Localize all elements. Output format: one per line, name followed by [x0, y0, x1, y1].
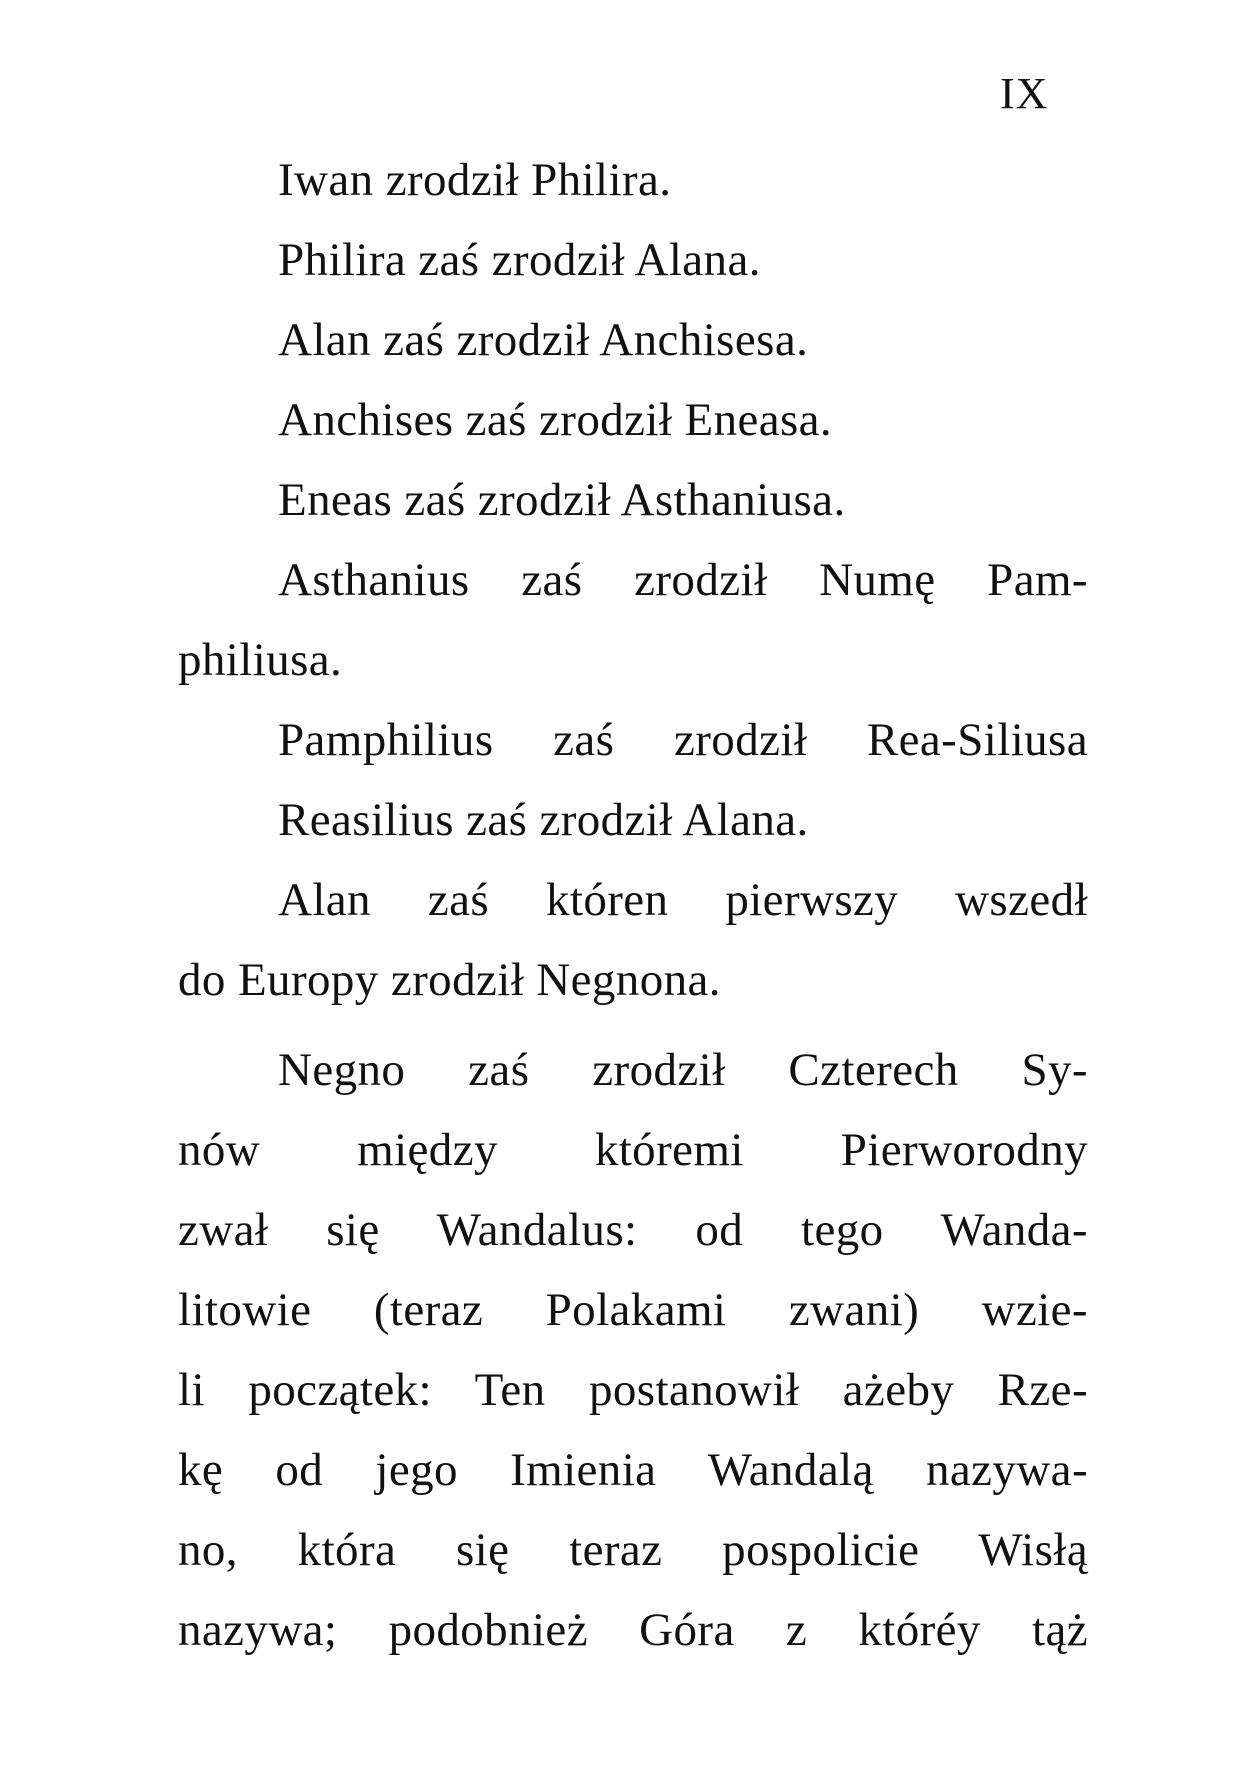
- text-line: do Europy zrodził Negnona.: [178, 954, 721, 1006]
- text-line: Alan zaś zrodził Anchisesa.: [278, 314, 809, 366]
- text-line: Reasilius zaś zrodził Alana.: [278, 794, 809, 846]
- text-line: Philira zaś zrodził Alana.: [278, 234, 761, 286]
- text-line: nów między któremi Pierworodny: [178, 1124, 1088, 1176]
- genealogy-section: [178, 140, 1088, 1020]
- text-line: Asthanius zaś zrodził Numę Pam-: [278, 554, 1088, 606]
- text-line: zwał się Wandalus: od tego Wanda-: [178, 1204, 1088, 1256]
- text-line: Eneas zaś zrodził Asthaniusa.: [278, 474, 846, 526]
- narrative-paragraph: [178, 1030, 1088, 1670]
- text-line: li początek: Ten postanowił ażeby Rze-: [178, 1364, 1088, 1416]
- text-line: Alan zaś któren pierwszy wszedł: [278, 874, 1088, 926]
- text-line: Pamphilius zaś zrodził Rea-Siliusa: [278, 714, 1088, 766]
- page-number: IX: [1000, 69, 1049, 118]
- text-line: kę od jego Imienia Wandalą nazywa-: [178, 1444, 1088, 1496]
- text-line: no, która się teraz pospolicie Wisłą: [178, 1524, 1088, 1576]
- text-line: Anchises zaś zrodził Eneasa.: [278, 394, 833, 446]
- text-line: philiusa.: [178, 634, 343, 686]
- text-line: nazywa; podobnież Góra z któréy tąż: [178, 1604, 1088, 1656]
- text-line: litowie (teraz Polakami zwani) wzie-: [178, 1284, 1088, 1336]
- text-line: Negno zaś zrodził Czterech Sy-: [278, 1044, 1088, 1096]
- text-line: Iwan zrodził Philira.: [278, 154, 672, 206]
